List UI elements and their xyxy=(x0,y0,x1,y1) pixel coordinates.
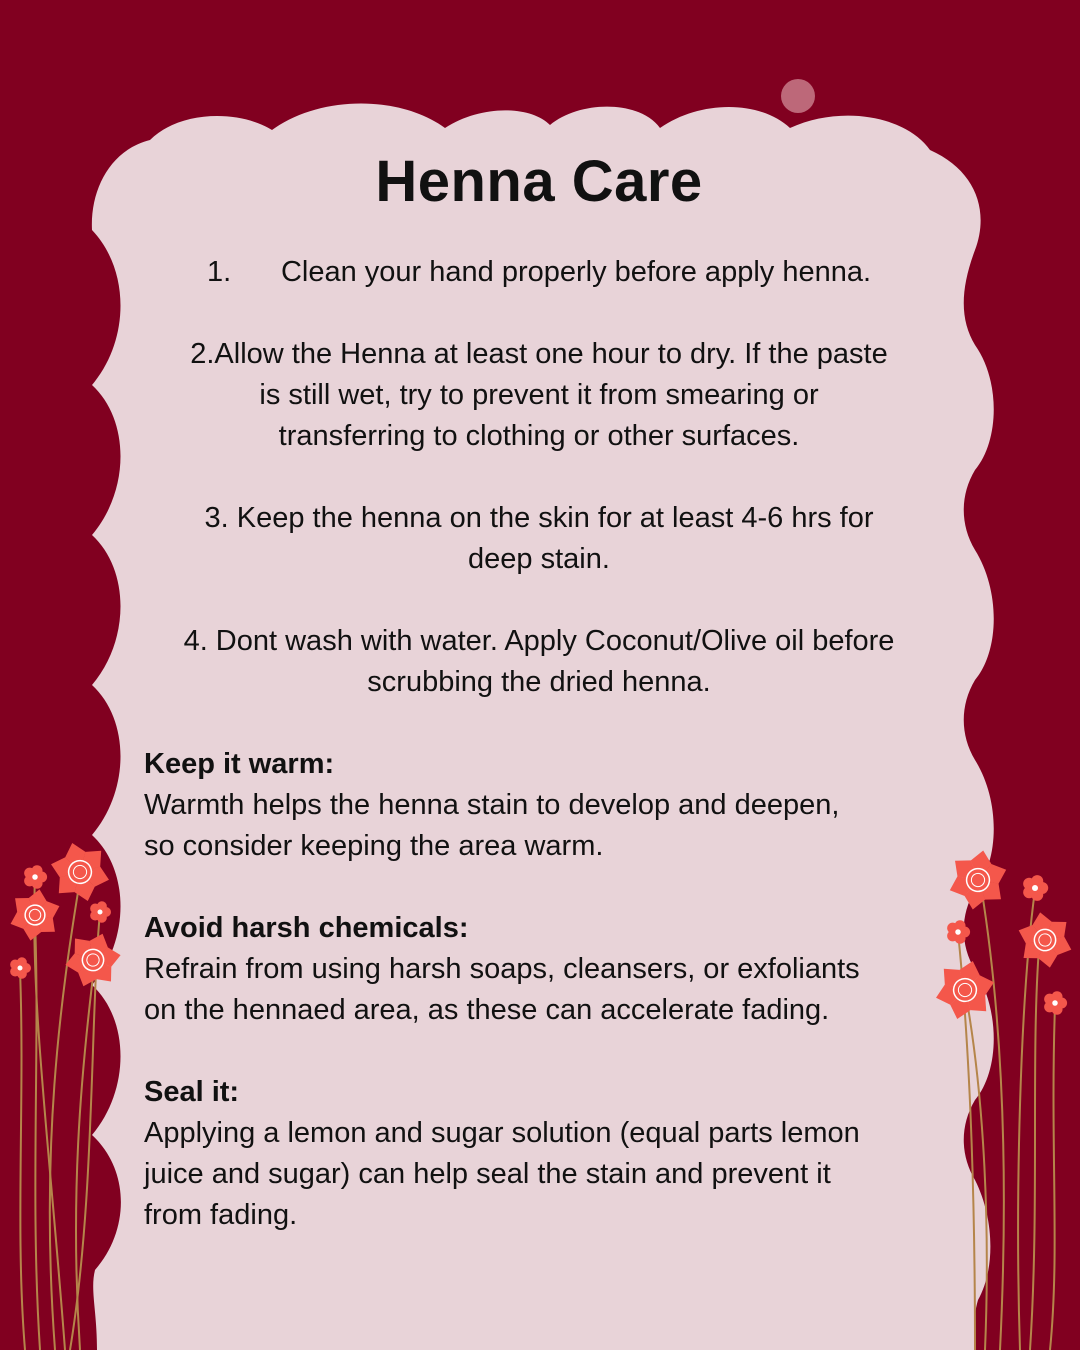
tip-line: Refrain from using harsh soaps, cleansers, or exfoliants xyxy=(144,953,860,985)
step-1-number: 1. xyxy=(206,256,232,288)
step-2-line: transferring to clothing or other surfaces. xyxy=(278,420,800,452)
step-4-line: scrubbing the dried henna. xyxy=(367,666,711,698)
small-flower-icon xyxy=(1044,991,1067,1015)
step-3 xyxy=(144,498,934,580)
daffodil-flower-icon xyxy=(1011,907,1078,972)
step-4-line: 4. Dont wash with water. Apply Coconut/Olive oil before xyxy=(183,625,895,657)
step-3-line: 3. Keep the henna on the skin for at least 4-6 hrs for xyxy=(204,502,874,534)
tip-keep-warm xyxy=(144,744,934,867)
step-2-line: is still wet, try to prevent it from smearing or xyxy=(259,379,819,411)
small-flower-icon xyxy=(24,865,47,889)
daffodil-flower-icon xyxy=(42,835,118,909)
tip-line: so consider keeping the area warm. xyxy=(144,830,604,862)
step-3-line: deep stain. xyxy=(468,543,610,575)
step-2 xyxy=(144,334,934,457)
daffodil-flower-icon xyxy=(4,885,66,946)
small-flower-icon xyxy=(10,957,31,978)
tip-line: from fading. xyxy=(144,1199,298,1231)
small-flower-icon xyxy=(947,920,970,944)
tip-heading: Seal it: xyxy=(144,1076,240,1108)
daffodil-flower-icon xyxy=(942,845,1014,915)
step-2-line: 2.Allow the Henna at least one hour to dry. If the paste xyxy=(190,338,888,370)
page-title: Henna Care xyxy=(375,149,703,214)
tip-seal-it xyxy=(144,1072,934,1236)
step-1-text: Clean your hand properly before apply henna. xyxy=(280,256,872,288)
tip-line: Warmth helps the henna stain to develop and deepen, xyxy=(144,789,840,821)
content xyxy=(144,150,934,1236)
tip-line: Applying a lemon and sugar solution (equal parts lemon xyxy=(144,1117,860,1149)
step-1 xyxy=(144,252,934,293)
small-flower-icon xyxy=(90,901,111,922)
step-4 xyxy=(144,621,934,703)
tip-heading: Keep it warm: xyxy=(144,748,335,780)
tip-line: on the hennaed area, as these can accelerate fading. xyxy=(144,994,830,1026)
small-flower-icon xyxy=(1023,875,1048,901)
tip-heading: Avoid harsh chemicals: xyxy=(144,912,469,944)
tip-avoid-chemicals xyxy=(144,908,934,1031)
tip-line: juice and sugar) can help seal the stain and prevent it xyxy=(144,1158,831,1190)
